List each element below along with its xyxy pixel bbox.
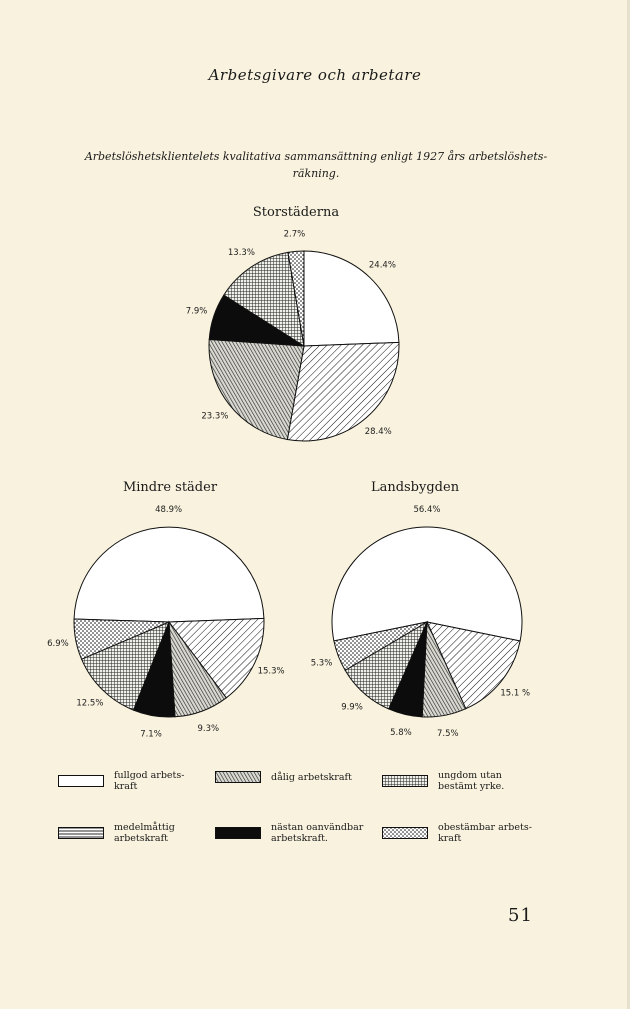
legend-item-fullgod <box>58 770 184 792</box>
pie-label-fullgod-arbetskraft: 56.4% <box>413 505 441 515</box>
pie-label-obestambar-arbetskraft: 5.3% <box>310 658 333 669</box>
legend-swatch-fullgod <box>58 775 104 787</box>
chart-title-landsbygden: Landsbygden <box>370 480 460 495</box>
chart-title-mindre-stader: Mindre städer <box>122 480 218 495</box>
pie-label-ungdom-utan-bestamt-yrke: 9.9% <box>341 702 363 713</box>
chart-title-storstaderna: Storstäderna <box>252 205 340 220</box>
pie-label-obestambar-arbetskraft: 6.9% <box>47 638 69 649</box>
page-number: 51 <box>508 905 533 926</box>
pie-label-medelmattig-arbetskraft: 15.3% <box>257 666 285 677</box>
legend-item-dalig <box>215 771 352 783</box>
legend-item-ungdom <box>382 770 504 792</box>
legend-label-fullgod: fullgod arbets- kraft <box>114 770 185 792</box>
legend-swatch-nastan <box>215 827 261 839</box>
pie-mindre-stader <box>47 505 285 740</box>
pie-label-dalig-arbetskraft: 7.5% <box>436 729 459 740</box>
legend-item-medel <box>58 822 175 844</box>
legend-label-nastan: nästan oanvändbar arbetskraft. <box>271 822 364 844</box>
pie-landsbygden <box>311 505 530 739</box>
legend-label-medel: medelmåttig arbetskraft <box>114 822 175 844</box>
pie-label-nastan-oanvandbar-arbetskraft: 7.1% <box>140 729 162 740</box>
legend-label-obest: obestämbar arbets- kraft <box>438 822 532 844</box>
legend-swatch-dalig <box>215 771 261 783</box>
pie-label-ungdom-utan-bestamt-yrke: 12.5% <box>76 698 104 709</box>
pie-label-medelmattig-arbetskraft: 15.1 % <box>500 688 531 699</box>
pie-label-fullgod-arbetskraft: 48.9% <box>155 505 183 515</box>
pie-slice-dalig-arbetskraft <box>209 339 304 439</box>
legend-label-ungdom: ungdom utan bestämt yrke. <box>438 770 505 792</box>
pie-label-dalig-arbetskraft: 9.3% <box>197 724 220 734</box>
legend-swatch-obest <box>382 827 428 839</box>
pie-slice-fullgod-arbetskraft <box>74 527 264 622</box>
pie-label-nastan-oanvandbar-arbetskraft: 5.8% <box>390 728 412 738</box>
legend-swatch-medel <box>58 827 104 839</box>
pie-label-ungdom-utan-bestamt-yrke: 13.3% <box>227 247 255 258</box>
legend-item-nastan <box>215 822 363 844</box>
legend-swatch-ungdom <box>382 775 428 787</box>
legend-item-obest <box>382 822 532 844</box>
pie-label-medelmattig-arbetskraft: 28.4% <box>364 427 392 438</box>
running-head: Arbetsgivare och arbetare <box>208 66 422 84</box>
legend-label-dalig: dålig arbetskraft <box>271 771 352 783</box>
figure-caption: Arbetslöshetsklientelets kvalitativa sammansättning enligt 1927 års arbetslöshets- räkning. <box>84 150 548 180</box>
pie-label-nastan-oanvandbar-arbetskraft: 7.9% <box>185 306 208 317</box>
pie-label-fullgod-arbetskraft: 24.4% <box>368 260 396 271</box>
pie-label-obestambar-arbetskraft: 2.7% <box>283 229 306 240</box>
pie-storstaderna <box>186 229 399 441</box>
pie-label-dalig-arbetskraft: 23.3% <box>201 411 229 422</box>
